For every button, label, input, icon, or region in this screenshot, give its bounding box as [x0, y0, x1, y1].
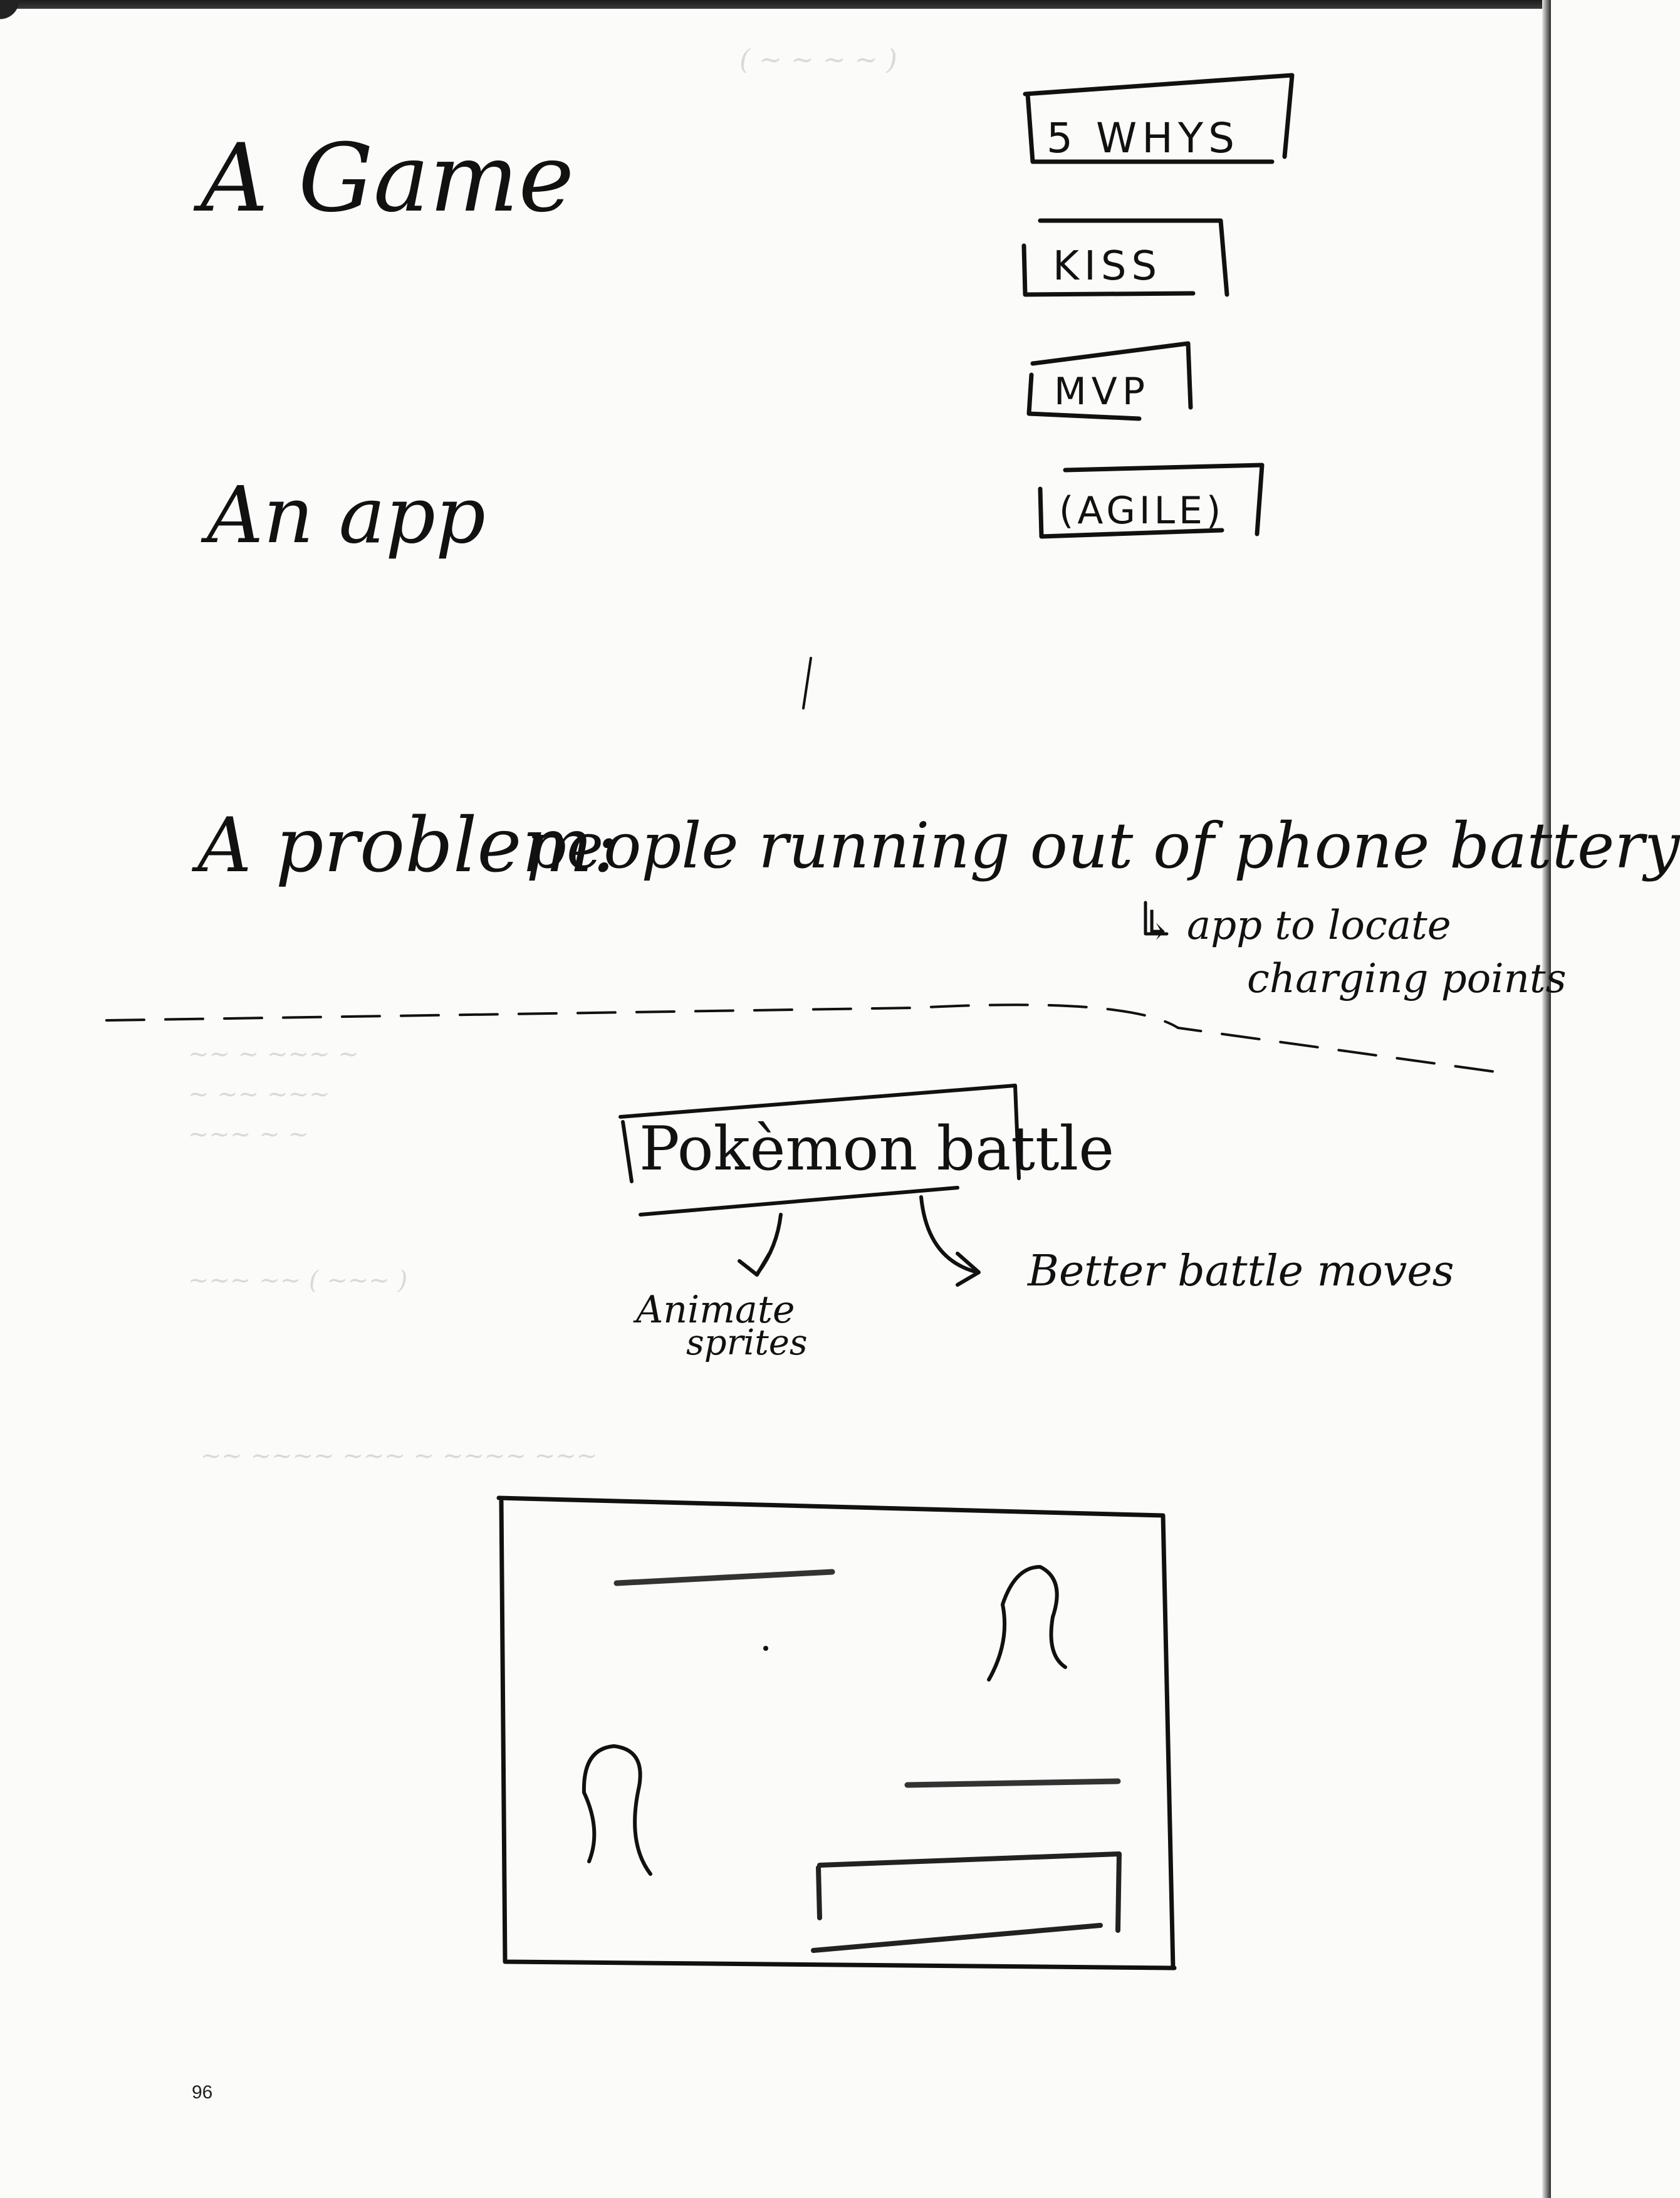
bleed-through-mark: ~~ ~~~~ ~~~ ~ ~~~~ ~~~	[201, 1442, 598, 1470]
wireframe-frame	[499, 1498, 1174, 1968]
principle-box-outline	[1024, 221, 1227, 295]
page-number: 96	[192, 2082, 213, 2103]
principle-label: KISS	[1053, 243, 1162, 290]
wireframe-enemy-name-bar	[617, 1572, 832, 1583]
principle-label: (AGILE)	[1059, 489, 1225, 533]
wireframe-player-sprite	[584, 1746, 650, 1874]
arrow-head	[739, 1253, 770, 1275]
concept-branch-left: sprites	[686, 1322, 808, 1363]
bleed-through-mark: ~~~ ~~ ( ~~~ )	[188, 1266, 408, 1295]
concept-box-outline	[620, 1086, 1019, 1215]
solution-arrow	[1145, 903, 1167, 934]
wireframe-dot	[763, 1646, 768, 1651]
section-divider	[107, 1005, 1504, 1073]
wireframe-action-box	[813, 1854, 1119, 1950]
problem-label: A problem:	[197, 802, 618, 889]
concept-branch-left: Animate	[636, 1288, 795, 1332]
solution-line-2: charging points	[1247, 956, 1567, 1002]
principle-label: MVP	[1054, 370, 1150, 414]
solution-line-1: ↳ app to locate	[1140, 903, 1451, 949]
bleed-through-mark: ( ~ ~ ~ ~ )	[739, 44, 897, 76]
concept-title: Pokèmon battle	[639, 1114, 1115, 1184]
stray-mark	[803, 658, 811, 708]
heading-an-app: An app	[207, 470, 486, 561]
principle-box-outline	[1025, 75, 1292, 162]
principle-label: 5 WHYS	[1046, 114, 1240, 162]
problem-text: people running out of phone battery	[526, 809, 1680, 882]
concept-branch-right: Better battle moves	[1028, 1247, 1454, 1296]
principle-box-outline	[1040, 465, 1262, 536]
wireframe-enemy-sprite	[989, 1567, 1065, 1680]
heading-a-game: A Game	[201, 124, 575, 233]
bleed-through-mark: ~~ ~ ~~~ ~ ~ ~~ ~~~ ~~~ ~ ~	[188, 1040, 359, 1149]
arrow-to-moves	[921, 1197, 978, 1272]
wireframe-player-name-bar	[907, 1781, 1118, 1785]
principle-box-outline	[1029, 343, 1191, 419]
